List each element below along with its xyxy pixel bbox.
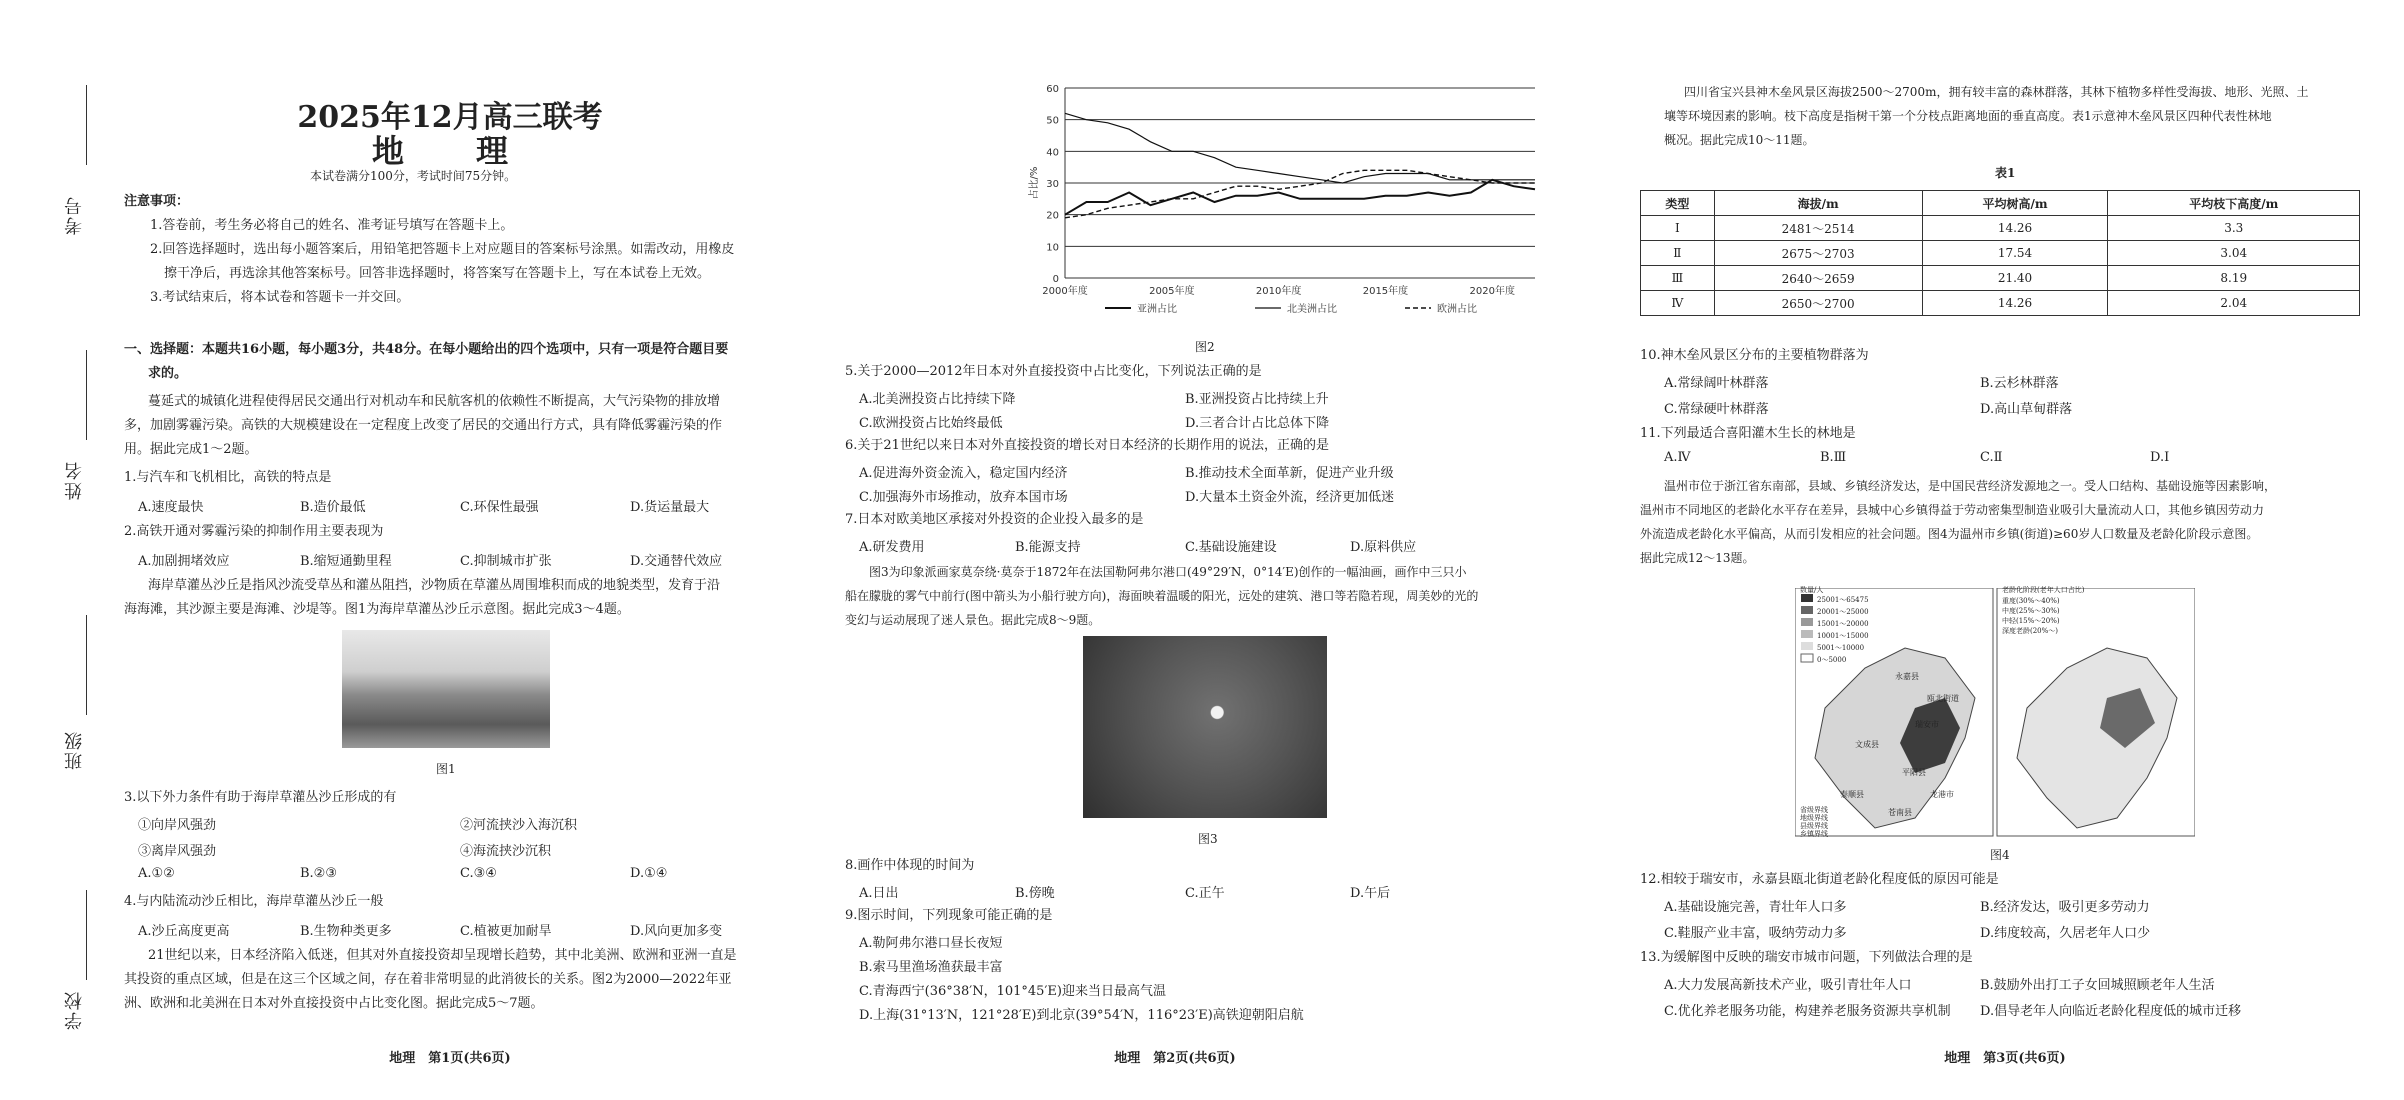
option: C.加强海外市场推动，放弃本国市场 (859, 490, 1068, 505)
table-1 (1640, 190, 2360, 316)
table-cell: 2675～2703 (1714, 241, 1922, 266)
binding-line (86, 615, 87, 715)
option: D.高山草甸群落 (1980, 402, 2073, 417)
option: A.大力发展高新技术产业，吸引青壮年人口 (1664, 978, 1912, 993)
option: B.造价最低 (300, 500, 366, 515)
option: B.亚洲投资占比持续上升 (1185, 392, 1329, 407)
option: B.Ⅲ (1820, 450, 1847, 465)
option: B.经济发达，吸引更多劳动力 (1980, 900, 2150, 915)
legend-swatch (1801, 654, 1813, 662)
map-left-legend-3: 15001～20000 (1817, 620, 1869, 628)
map-boundary-legend-2: 地级界线 (1800, 814, 1828, 822)
option: A.北美洲投资占比持续下降 (859, 392, 1016, 407)
option: A.促进海外资金流入，稳定国内经济 (859, 466, 1068, 481)
question-7: 7.日本对欧美地区承接对外投资的企业投入最多的是 (845, 512, 1144, 527)
page-footer: 地理 第1页(共6页) (389, 1051, 511, 1066)
stem-line: 其投资的重点区域，但是在这三个区域之间，存在着非常明显的此消彼长的关系。图2为2000—2022年亚 (124, 972, 732, 987)
map-right-legend-3: 中轻(15%～20%) (2002, 617, 2060, 625)
legend-swatch (1801, 606, 1813, 614)
table-cell: 21.40 (1922, 266, 2108, 291)
series-line (1065, 180, 1535, 215)
x-tick-label: 2010年度 (1255, 286, 1302, 297)
binding-field-exam-number: 考号 (64, 195, 85, 235)
stem-line: 壤等环境因素的影响。枝下高度是指树干第一个分枝点距离地面的垂直高度。表1示意神木垒风景区四种代表性林地 (1664, 109, 2272, 123)
x-tick-label: 2005年度 (1149, 286, 1195, 297)
stem-line: 温州市不同地区的老龄化水平存在差异，县城中心乡镇得益于劳动密集型制造业吸引大量流动人口，其他乡镇因劳动力 (1640, 503, 2265, 517)
option: C.正午 (1185, 886, 1225, 901)
map-place-label: 永嘉县 (1895, 672, 1919, 681)
stem-line: 洲、欧洲和北美洲在日本对外直接投资中占比变化图。据此完成5～7题。 (124, 996, 544, 1011)
binding-line (86, 350, 87, 440)
table-row (1641, 291, 2360, 316)
map-left-legend-4: 10001～15000 (1817, 632, 1869, 640)
exam-info: 本试卷满分100分，考试时间75分钟。 (310, 169, 517, 183)
x-tick-label: 2015年度 (1362, 286, 1409, 297)
option: C.Ⅱ (1980, 450, 2003, 465)
option: A.沙丘高度更高 (138, 924, 230, 939)
stem-line: 21世纪以来，日本经济陷入低迷，但其对外直接投资却呈现增长趋势，其中北美洲、欧洲和亚洲一直是 (148, 948, 737, 963)
option: D.货运量最大 (630, 500, 710, 515)
map-place-label: 瑞安市 (1915, 720, 1939, 729)
figure-2-line-chart (1025, 78, 1585, 398)
stem-line: 多，加剧雾霾污染。高铁的大规模建设在一定程度上改变了居民的交通出行方式，具有降低雾霾污染的作 (124, 418, 723, 433)
option: B.傍晚 (1015, 886, 1055, 901)
option: D.倡导老年人向临近老龄化程度低的城市迁移 (1980, 1004, 2242, 1019)
question-1: 1.与汽车和飞机相比，高铁的特点是 (124, 470, 332, 485)
option: C.青海西宁(36°38′N，101°45′E)迎来当日最高气温 (859, 984, 1166, 999)
figure-2-caption: 图2 (1195, 340, 1215, 354)
option: D.①④ (630, 866, 668, 881)
figure-3-painting (1083, 636, 1327, 818)
stem-line: 概况。据此完成10～11题。 (1664, 133, 1815, 147)
exam-title: 2025年12月高三联考 (297, 100, 603, 135)
table-header: 类型 (1641, 191, 1715, 216)
map-place-label: 龙港市 (1930, 790, 1954, 799)
option: A.勒阿弗尔港口昼长夜短 (859, 936, 1003, 951)
page-footer: 地理 第3页(共6页) (1944, 1051, 2066, 1066)
question-11: 11.下列最适合喜阳灌木生长的林地是 (1640, 426, 1856, 441)
map-right-legend-1: 重度(30%～40%) (2002, 597, 2060, 605)
x-tick-label: 2000年度 (1042, 286, 1088, 297)
option: C.鞋服产业丰富，吸纳劳动力多 (1664, 926, 1847, 941)
notice-2-cont: 擦干净后，再选涂其他答案标号。回答非选择题时，将答案写在答题卡上，写在本试卷上无效。 (164, 266, 711, 281)
map-left-legend-2: 20001～25000 (1817, 608, 1869, 616)
table-header-row (1641, 191, 2360, 216)
figure-1-caption: 图1 (436, 762, 456, 776)
map-left-legend-5: 5001～10000 (1817, 644, 1865, 652)
map-boundary-legend-1: 省级界线 (1800, 806, 1828, 814)
table-header: 海拔/m (1714, 191, 1922, 216)
page-3 (1640, 0, 2370, 1100)
table-cell: 14.26 (1922, 291, 2108, 316)
notice-title: 注意事项： (124, 194, 190, 209)
binding-field-name: 姓名 (64, 460, 85, 500)
table-cell: 14.26 (1922, 216, 2108, 241)
legend-swatch (1801, 594, 1813, 602)
stem-line: 用。据此完成1～2题。 (124, 442, 258, 457)
option: D.纬度较高，久居老年人口少 (1980, 926, 2151, 941)
table-cell: Ⅰ (1641, 216, 1715, 241)
y-tick-label: 10 (1046, 242, 1059, 254)
option: C.欧洲投资占比始终最低 (859, 416, 1003, 431)
option: B.②③ (300, 866, 337, 881)
option: A.速度最快 (138, 500, 204, 515)
question-8: 8.画作中体现的时间为 (845, 858, 975, 873)
legend-swatch (1801, 642, 1813, 650)
map-place-label: 平阳县 (1902, 768, 1926, 777)
page-footer: 地理 第2页(共6页) (1114, 1051, 1236, 1066)
option: B.推动技术全面革新，促进产业升级 (1185, 466, 1394, 481)
option-item: ③离岸风强劲 (138, 844, 217, 859)
map-left-legend-title: 数量/人 (1800, 586, 1824, 594)
table-header: 平均树高/m (1922, 191, 2108, 216)
map-place-label: 文成县 (1855, 740, 1879, 749)
map-right-legend-title: 老龄化阶段(老年人口占比) (2002, 586, 2085, 594)
figure-3-caption: 图3 (1198, 832, 1218, 846)
option: C.植被更加耐旱 (460, 924, 552, 939)
table-row (1641, 241, 2360, 266)
section-heading-cont: 求的。 (148, 366, 188, 381)
exam-subject: 地 理 (371, 132, 528, 170)
option: B.缩短通勤里程 (300, 554, 392, 569)
y-tick-label: 40 (1046, 147, 1059, 159)
option: B.索马里渔场渔获最丰富 (859, 960, 1003, 975)
legend-swatch (1801, 630, 1813, 638)
legend-label: 欧洲占比 (1437, 304, 1477, 315)
question-13: 13.为缓解图中反映的瑞安市城市问题，下列做法合理的是 (1640, 950, 1973, 965)
option: A.研发费用 (859, 540, 925, 555)
option: D.风向更加多变 (630, 924, 723, 939)
option: C.常绿硬叶林群落 (1664, 402, 1769, 417)
table-cell: 2650～2700 (1714, 291, 1922, 316)
binding-line (86, 85, 87, 165)
stem-line: 变幻与运动展现了迷人景色。据此完成8～9题。 (845, 613, 1101, 627)
map-right-legend-2: 中度(25%～30%) (2002, 607, 2060, 615)
binding-line (86, 890, 87, 980)
y-tick-label: 50 (1046, 115, 1059, 127)
y-tick-label: 30 (1046, 179, 1059, 190)
option-item: ①向岸风强劲 (138, 818, 217, 833)
option: D.三者合计占比总体下降 (1185, 416, 1330, 431)
stem-line: 蔓延式的城镇化进程使得居民交通出行对机动车和民航客机的依赖性不断提高，大气污染物的排放增 (148, 394, 721, 409)
map-boundary-legend-3: 县级界线 (1800, 822, 1828, 830)
option: D.午后 (1350, 886, 1391, 901)
question-6: 6.关于21世纪以来日本对外直接投资的增长对日本经济的长期作用的说法，正确的是 (845, 438, 1329, 453)
y-tick-label: 60 (1046, 84, 1059, 95)
question-12: 12.相较于瑞安市，永嘉县瓯北街道老龄化程度低的原因可能是 (1640, 872, 1999, 887)
option: A.常绿阔叶林群落 (1664, 376, 1769, 391)
series-line (1065, 113, 1535, 183)
y-axis-label: 占比/% (1029, 166, 1040, 200)
stem-line: 外流造成老龄化水平偏高，从而引发相应的社会问题。图4为温州市乡镇(街道)≥60岁人口数量及老龄化阶段示意图。 (1640, 527, 2259, 541)
option: A.日出 (859, 886, 899, 901)
option: C.优化养老服务功能，构建养老服务资源共享机制 (1664, 1004, 1951, 1019)
table-cell: 2481～2514 (1714, 216, 1922, 241)
table-cell: Ⅳ (1641, 291, 1715, 316)
binding-field-school: 学校 (64, 990, 85, 1030)
table-cell: Ⅱ (1641, 241, 1715, 266)
question-5: 5.关于2000—2012年日本对外直接投资中占比变化，下列说法正确的是 (845, 364, 1262, 379)
table-header: 平均枝下高度/m (2108, 191, 2360, 216)
notice-1: 1.答卷前，考生务必将自己的姓名、准考证号填写在答题卡上。 (150, 218, 514, 233)
question-10: 10.神木垒风景区分布的主要植物群落为 (1640, 348, 1869, 363)
binding-strip (0, 0, 110, 1100)
map-place-label: 瓯北街道 (1927, 694, 1959, 703)
stem-line: 四川省宝兴县神木垒风景区海拔2500～2700m，拥有较丰富的森林群落，其林下植物多样性受海拔、地形、光照、土 (1684, 85, 2309, 99)
option: A.加剧拥堵效应 (138, 554, 230, 569)
map-boundary-legend-4: 乡镇界线 (1800, 830, 1828, 838)
option: D.原料供应 (1350, 540, 1417, 555)
legend-swatch (1801, 618, 1813, 626)
question-4: 4.与内陆流动沙丘相比，海岸草灌丛沙丘一般 (124, 894, 384, 909)
table-cell: 17.54 (1922, 241, 2108, 266)
table-cell: 2.04 (2108, 291, 2360, 316)
map-place-label: 苍南县 (1888, 808, 1912, 817)
table-cell: Ⅲ (1641, 266, 1715, 291)
option: A.Ⅳ (1664, 450, 1691, 465)
option: B.鼓励外出打工子女回城照顾老年人生活 (1980, 978, 2215, 993)
option-item: ④海流挟沙沉积 (460, 844, 552, 859)
legend-label: 亚洲占比 (1137, 304, 1177, 315)
x-tick-label: 2020年度 (1469, 286, 1515, 297)
table-cell: 8.19 (2108, 266, 2360, 291)
stem-line: 船在朦胧的雾气中前行(图中箭头为小船行驶方向)，海面映着温暖的阳光，远处的建筑、港口等若隐若现，周美妙的光的 (845, 589, 1479, 603)
option: D.Ⅰ (2150, 450, 2170, 465)
option: C.③④ (460, 866, 497, 881)
option: C.环保性最强 (460, 500, 539, 515)
table-cell: 3.04 (2108, 241, 2360, 266)
table-cell: 2640～2659 (1714, 266, 1922, 291)
stem-line: 图3为印象派画家莫奈绕·莫奈于1872年在法国勒阿弗尔港口(49°29′N，0°14′E)创作的一幅油画，画作中三只小 (869, 565, 1467, 579)
binding-field-class: 班级 (64, 730, 85, 770)
map-place-label: 泰顺县 (1840, 790, 1864, 799)
option: A.①② (138, 866, 175, 881)
table-cell: 3.3 (2108, 216, 2360, 241)
question-9: 9.图示时间，下列现象可能正确的是 (845, 908, 1053, 923)
option-item: ②河流挟沙入海沉积 (460, 818, 578, 833)
stem-line: 据此完成12～13题。 (1640, 551, 1755, 565)
notice-2: 2.回答选择题时，选出每小题答案后，用铅笔把答题卡上对应题目的答案标号涂黑。如需改动，用橡皮 (150, 242, 735, 257)
map-left-legend-6: 0～5000 (1817, 656, 1847, 664)
option: D.交通替代效应 (630, 554, 723, 569)
option: C.基础设施建设 (1185, 540, 1277, 555)
question-2: 2.高铁开通对雾霾污染的抑制作用主要表现为 (124, 524, 384, 539)
stem-line: 海海滩，其沙源主要是海滩、沙堤等。图1为海岸草灌丛沙丘示意图。据此完成3～4题。 (124, 602, 630, 617)
notice-3: 3.考试结束后，将本试卷和答题卡一并交回。 (150, 290, 410, 305)
option: B.云杉林群落 (1980, 376, 2059, 391)
y-tick-label: 0 (1052, 274, 1059, 285)
option: A.基础设施完善，青壮年人口多 (1664, 900, 1847, 915)
table-row (1641, 216, 2360, 241)
figure-1-dune-photo (342, 630, 550, 748)
option: B.生物种类更多 (300, 924, 392, 939)
table-1-title: 表1 (1995, 166, 2016, 180)
page-2 (845, 0, 1515, 1100)
map-right-legend-4: 深度老龄(20%～) (2002, 627, 2059, 635)
option: D.大量本土资金外流，经济更加低迷 (1185, 490, 1395, 505)
question-3: 3.以下外力条件有助于海岸草灌丛沙丘形成的有 (124, 790, 397, 805)
y-tick-label: 20 (1046, 210, 1059, 222)
map-left-legend-1: 25001～65475 (1817, 596, 1869, 604)
page-1 (120, 0, 780, 1100)
table-row (1641, 266, 2360, 291)
section-heading: 一、选择题：本题共16小题，每小题3分，共48分。在每小题给出的四个选项中，只有一项是符合题目要 (124, 342, 729, 357)
stem-line: 温州市位于浙江省东南部，县域、乡镇经济发达，是中国民营经济发源地之一。受人口结构、基础设施等因素影响， (1664, 479, 2277, 493)
option: D.上海(31°13′N，121°28′E)到北京(39°54′N，116°23′E)高铁迎朝阳启航 (859, 1008, 1304, 1023)
option: B.能源支持 (1015, 540, 1081, 555)
stem-line: 海岸草灌丛沙丘是指风沙流受草丛和灌丛阻挡，沙物质在草灌丛周围堆积而成的地貌类型，发育于沿 (148, 578, 721, 593)
option: C.抑制城市扩张 (460, 554, 552, 569)
legend-label: 北美洲占比 (1287, 304, 1337, 315)
figure-4-caption: 图4 (1990, 848, 2010, 862)
